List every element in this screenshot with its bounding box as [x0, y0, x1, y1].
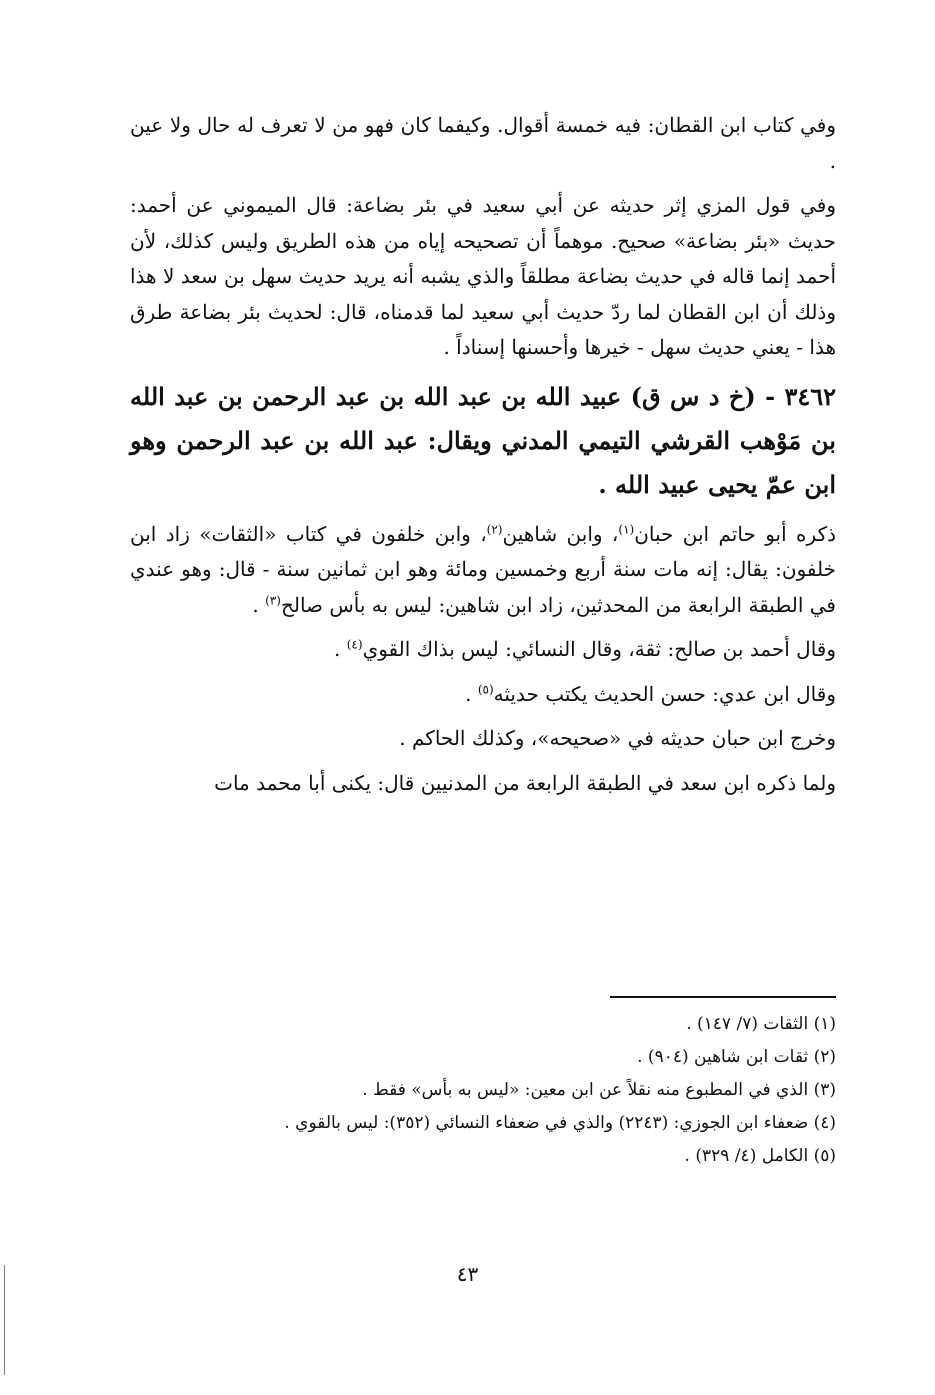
scan-edge-line: [4, 1265, 5, 1375]
footnote-ref-2[interactable]: (٢): [486, 521, 503, 536]
paragraph-ibn-adi: [130, 677, 836, 713]
text-run: وقال أحمد بن صالح: ثقة، وقال النسائي: ليس بذاك القوي: [362, 637, 836, 661]
paragraph-ibn-hibban: وخرج ابن حبان حديثه في «صحيحه»، وكذلك الحاكم .: [399, 726, 836, 750]
footnote-ref-5[interactable]: (٥): [477, 681, 494, 696]
footnote-4: (٤) ضعفاء ابن الجوزي: (٢٢٤٣) والذي في ضعفاء النسائي (٣٥٢): ليس بالقوي .: [284, 1113, 836, 1133]
text-run: .: [465, 681, 478, 706]
footnote-2: (٢) ثقات ابن شاهين (٩٠٤) .: [637, 1047, 836, 1067]
footnote-1: (١) الثقات (٧/ ١٤٧) .: [686, 1014, 836, 1034]
text-run: ، وابن شاهين: [502, 521, 619, 546]
footnote-5: (٥) الكامل (٤/ ٣٢٩) .: [684, 1146, 836, 1166]
paragraph-mizzi: وفي قول المزي إثر حديثه عن أبي سعيد في بئر بضاعة: قال الميموني عن أحمد: حديث «بئر بضاعة» صحيح. موهماً أن تصحيحه إياه من هذه الطريق وليس كذلك، لأن أحمد إنما قاله في حديث بضاعة مطلقاً والذي يشبه أنه يريد حديث سهل بن سعد لا هذا وذلك أن ابن القطان لما ردّ حديث أبي سعيد لما قدمناه، قال: لحديث بئر بضاعة طرق هذا - يعني حديث سهل - خيرها وأحسنها إسناداً .: [130, 193, 836, 359]
footnote-ref-1[interactable]: (١): [618, 521, 635, 536]
footnote-ref-4[interactable]: (٤): [346, 637, 363, 652]
footnote-ref-3[interactable]: (٣): [265, 592, 281, 607]
page-body: [130, 108, 836, 810]
footnote-separator: [610, 996, 836, 998]
text-run: .: [334, 637, 347, 661]
page-number: ٤٣: [456, 1262, 479, 1286]
text-run: ، وابن خلفون في كتاب «الثقات» زاد ابن خلفون: يقال: إنه مات سنة أربع وخمسين ومائة وهو ابن ثمانين سنة - قال: وهو عندي في الطبقة الرابعة من المحدثين، زاد ابن شاهين: ليس به بأس صالح: [130, 521, 836, 617]
paragraph-ibn-qattan: وفي كتاب ابن القطان: فيه خمسة أقوال. وكيفما كان فهو من لا تعرف له حال ولا عين .: [130, 113, 836, 173]
paragraph-nasai: [130, 632, 836, 668]
footnote-3: (٣) الذي في المطبوع منه نقلاً عن ابن معين: «ليس به بأس» فقط .: [362, 1080, 836, 1100]
text-run: ذكره أبو حاتم ابن حبان: [634, 521, 836, 546]
paragraph-ibn-saad: ولما ذكره ابن سعد في الطبقة الرابعة من المدنيين قال: يكنى أبا محمد مات: [214, 770, 836, 795]
entry-heading: ٣٤٦٢ - (خ د س ق) عبيد الله بن عبد الله بن عبد الرحمن بن عبد الله بن مَوْهب القرشي التيمي المدني ويقال: عبد الله بن عبد الرحمن وهو ابن عمّ يحيى عبيد الله .: [130, 381, 836, 499]
text-run: .: [252, 592, 266, 617]
text-run: وقال ابن عدي: حسن الحديث يكتب حديثه: [493, 681, 836, 706]
paragraph-thiqat: [130, 517, 836, 624]
footnotes: [130, 1008, 836, 1173]
